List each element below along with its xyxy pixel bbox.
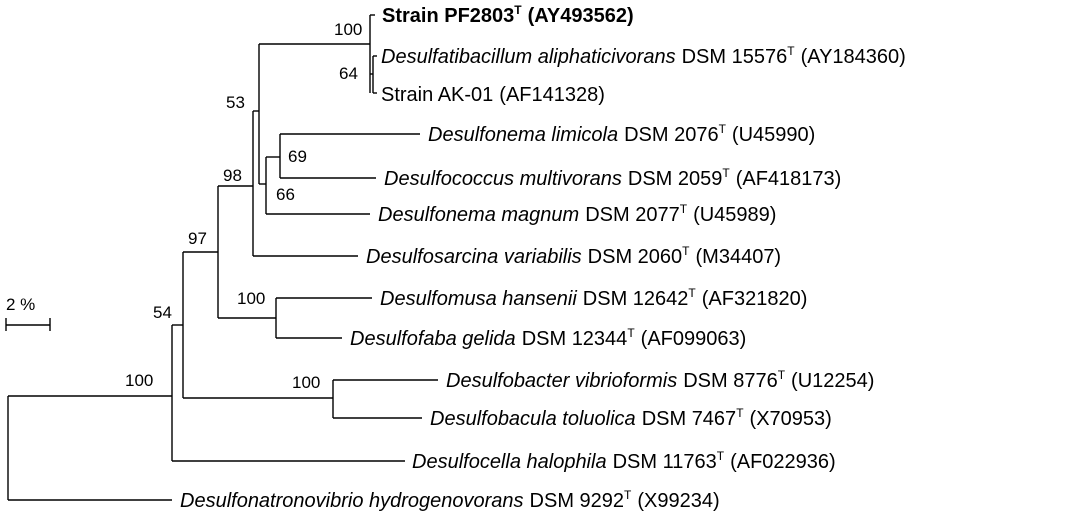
bootstrap-strain-clade: 100	[334, 20, 363, 39]
bootstrap-node-d: 98	[223, 166, 242, 185]
taxon-accession: (AF141328)	[499, 84, 605, 106]
type-strain-mark: T	[682, 244, 690, 258]
type-strain-mark: T	[787, 44, 795, 58]
bootstrap-node-a: 100	[125, 371, 154, 390]
type-strain-mark: T	[777, 368, 786, 382]
taxon-label	[381, 44, 906, 68]
scale-bar-label: 2 %	[6, 295, 36, 314]
taxon-species: Desulfonatronovibrio hydrogenovorans	[180, 490, 524, 512]
taxon-species: Desulfobacter vibrioformis	[446, 370, 678, 392]
taxon-accession: (U45989)	[693, 204, 777, 226]
type-strain-mark: T	[514, 3, 522, 17]
taxon-species: Desulfatibacillum aliphaticivorans	[381, 46, 676, 68]
taxon-accession: (AY184360)	[800, 46, 906, 68]
taxon-species: Desulfocella halophila	[412, 451, 607, 473]
taxon-accession: (AF099063)	[640, 328, 747, 350]
taxon-name: Strain PF2803	[382, 5, 515, 27]
taxon-strain: DSM 2059	[627, 168, 723, 190]
bootstrap-values	[125, 20, 362, 392]
taxon-accession: (M34407)	[695, 246, 782, 268]
type-strain-mark: T	[624, 488, 632, 502]
taxon-label	[412, 449, 836, 473]
taxon-label	[180, 488, 720, 512]
bootstrap-desulfomusa-clade: 100	[237, 289, 266, 308]
type-strain-mark: T	[722, 166, 730, 180]
taxon-accession: (X99234)	[637, 490, 720, 512]
taxon-accession: (AF418173)	[735, 168, 842, 190]
bootstrap-node-b: 54	[153, 303, 172, 322]
taxon-label	[384, 166, 841, 190]
taxon-species: Desulfococcus multivorans	[384, 168, 622, 190]
type-strain-mark: T	[716, 449, 725, 463]
bootstrap-node-e: 53	[226, 93, 245, 112]
taxon-label	[380, 286, 807, 310]
taxon-label	[382, 3, 634, 27]
taxon-accession: (AY493562)	[527, 5, 634, 27]
taxon-strain: DSM 11763	[612, 451, 717, 473]
taxon-accession: (X70953)	[749, 408, 832, 430]
taxon-species: Desulfobacula toluolica	[430, 408, 636, 430]
taxon-label	[446, 368, 874, 392]
taxon-strain: DSM 15576	[681, 46, 788, 68]
type-strain-mark: T	[718, 122, 726, 136]
taxon-accession: (AF321820)	[701, 288, 808, 310]
type-strain-mark: T	[627, 326, 635, 340]
taxon-strain: DSM 2077	[585, 204, 680, 226]
bootstrap-node-f: 66	[276, 185, 295, 204]
taxon-species: Desulfomusa hansenii	[380, 288, 577, 310]
taxon-strain: DSM 8776	[683, 370, 778, 392]
taxon-accession: (U12254)	[791, 370, 875, 392]
type-strain-mark: T	[688, 286, 696, 300]
bootstrap-desulfobacter-clade: 100	[292, 373, 321, 392]
taxon-species: Desulfonema magnum	[378, 204, 580, 226]
type-strain-mark: T	[736, 406, 744, 420]
taxon-strain: DSM 12642	[582, 288, 689, 310]
taxon-labels	[180, 3, 906, 512]
taxon-species: Desulfonema limicola	[428, 124, 619, 146]
taxon-strain: DSM 2060	[587, 246, 683, 268]
taxon-accession: (U45990)	[731, 124, 816, 146]
bootstrap-node-g: 69	[288, 147, 307, 166]
taxon-label	[350, 326, 746, 350]
type-strain-mark: T	[679, 202, 688, 216]
taxon-species: Desulfosarcina variabilis	[366, 246, 582, 268]
taxon-accession: (AF022936)	[730, 451, 836, 473]
taxon-label	[428, 122, 815, 146]
taxon-label	[378, 202, 776, 226]
bootstrap-desulfatibacillum-ak01: 64	[339, 64, 358, 83]
taxon-strain: DSM 7467	[641, 408, 737, 430]
scale-bar	[6, 295, 50, 331]
taxon-strain: DSM 12344	[521, 328, 628, 350]
taxon-label	[381, 84, 605, 106]
taxon-name: Strain AK-01	[381, 84, 494, 106]
taxon-label	[430, 406, 832, 430]
taxon-strain: DSM 2076	[624, 124, 719, 146]
taxon-label	[366, 244, 781, 268]
taxon-species: Desulfofaba gelida	[350, 328, 516, 350]
taxon-strain: DSM 9292	[529, 490, 625, 512]
bootstrap-node-c: 97	[188, 229, 207, 248]
